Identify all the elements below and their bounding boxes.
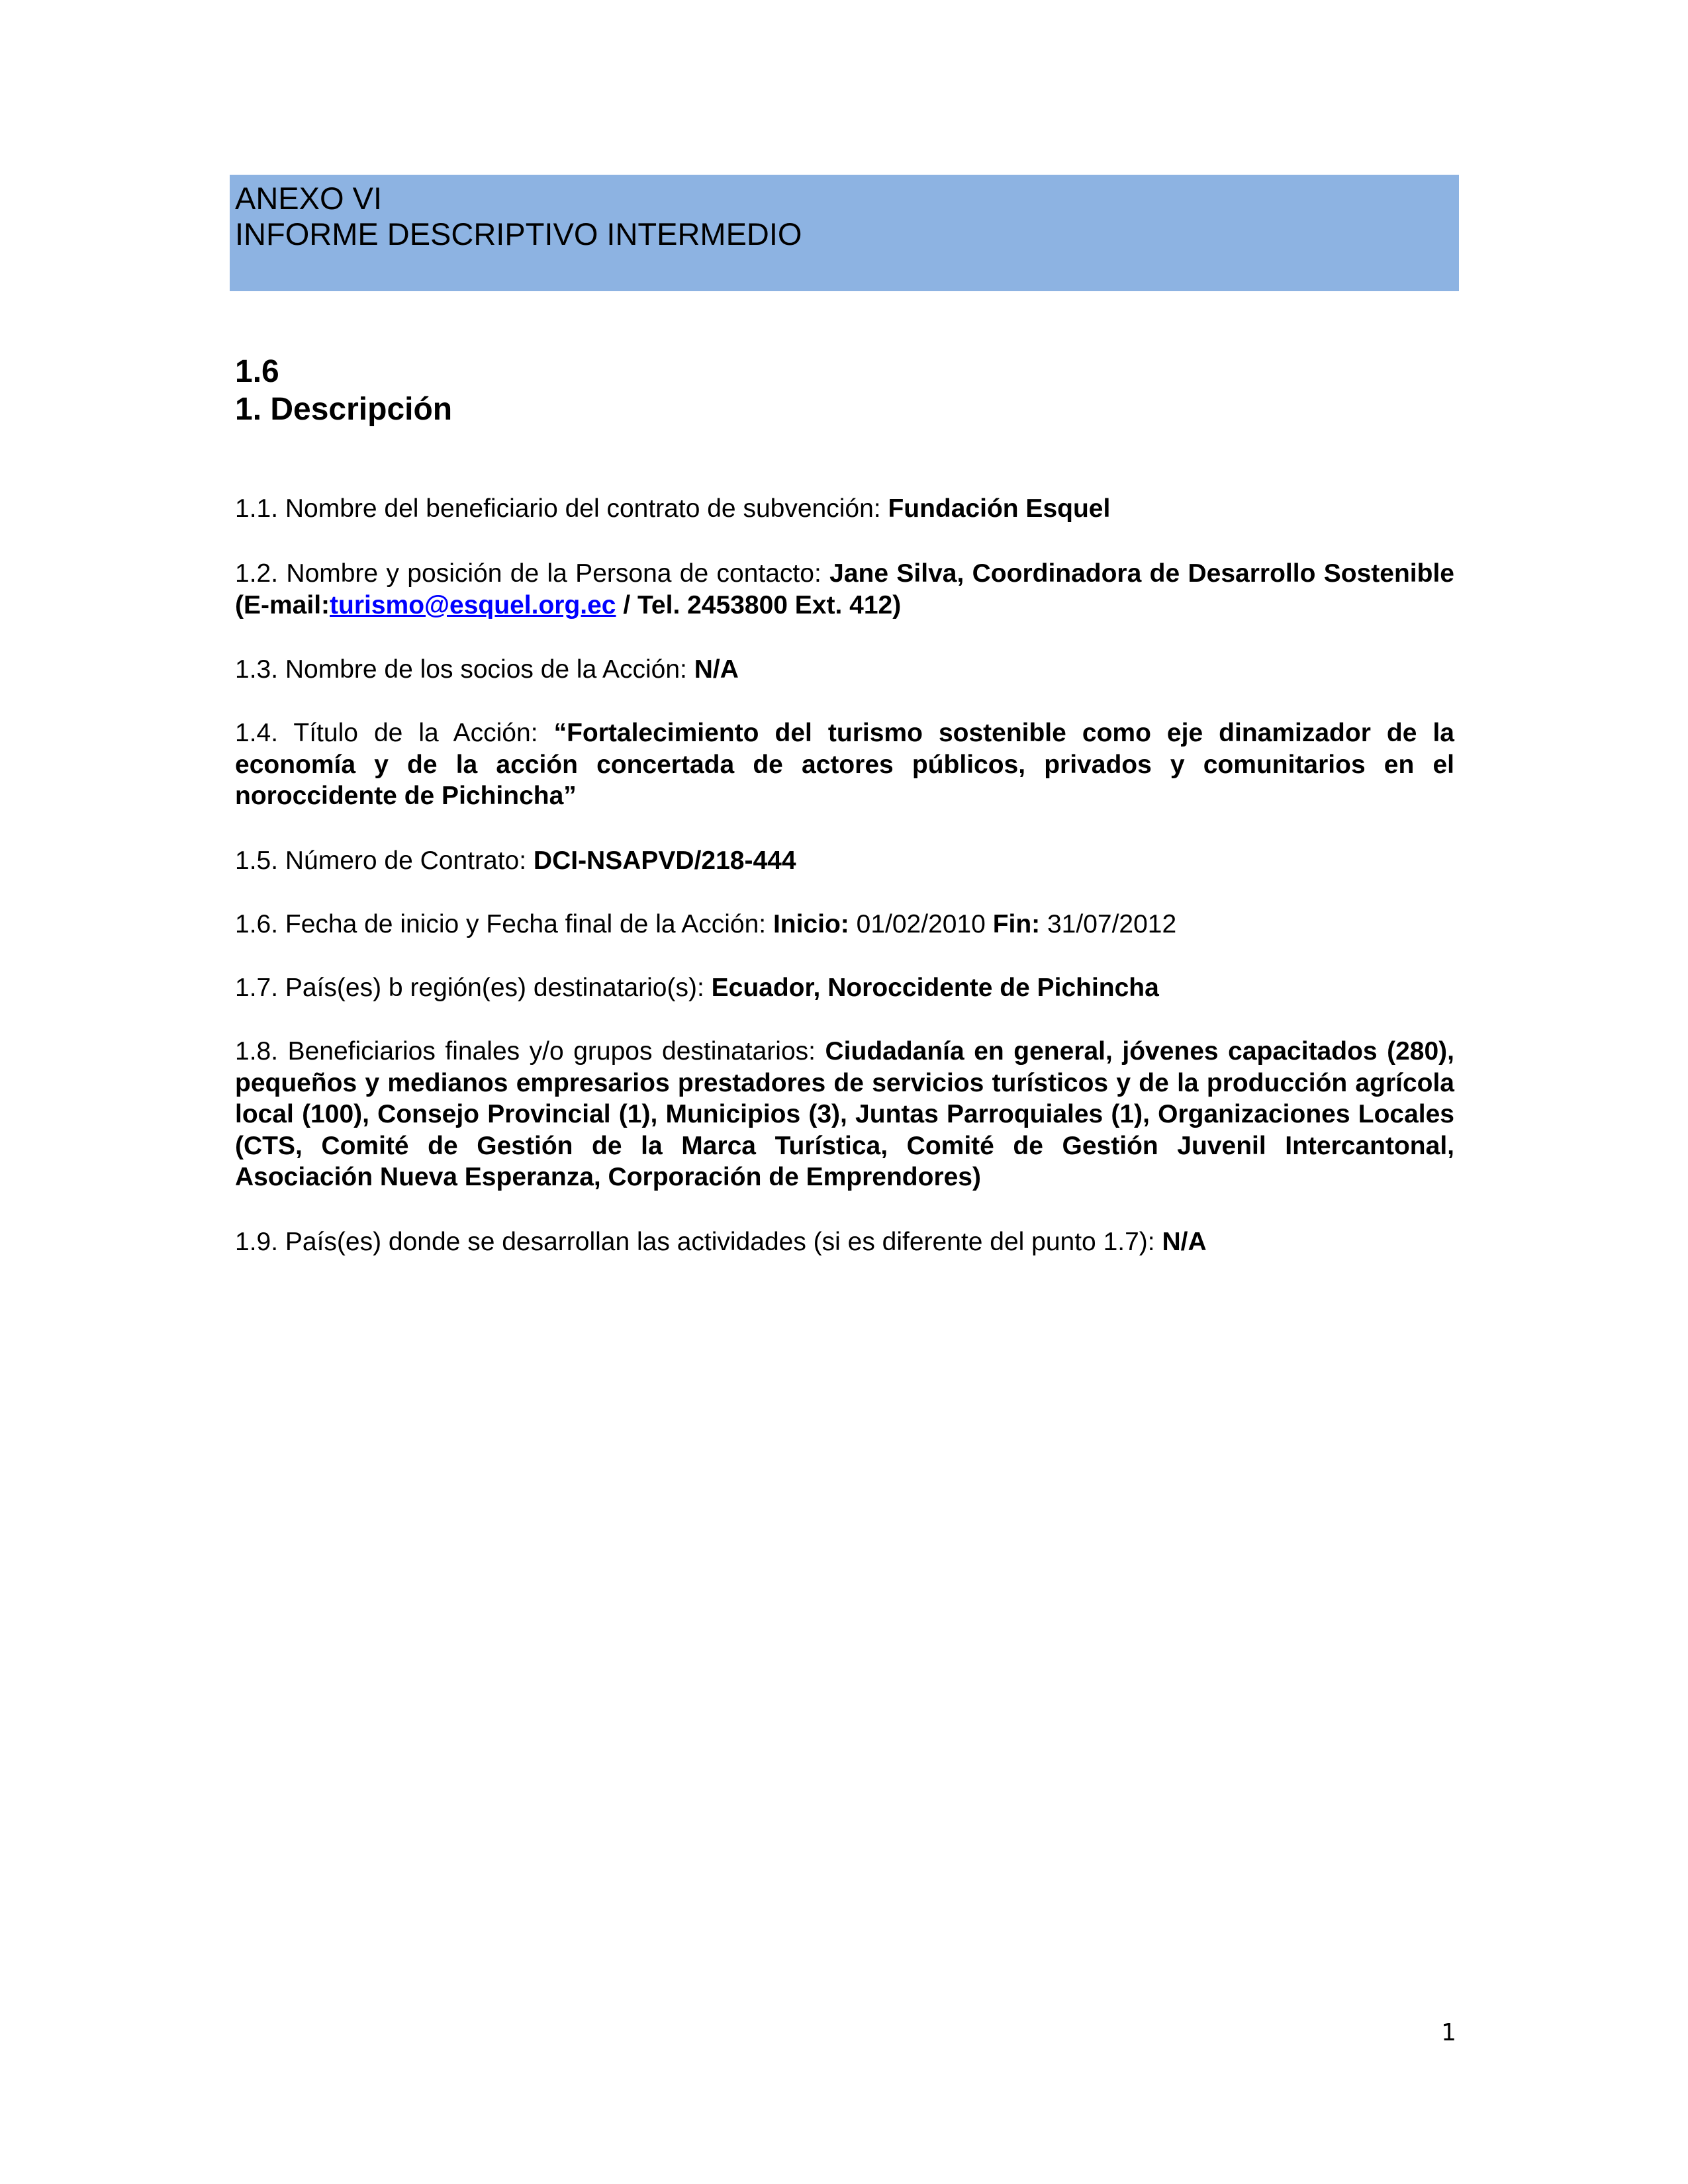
item-value-phone: / Tel. 2453800 Ext. 412) xyxy=(616,590,902,619)
item-label: 1.3. Nombre de los socios de la Acción: xyxy=(235,655,694,684)
email-link[interactable]: turismo@esquel.org.ec xyxy=(330,590,616,619)
item-label: 1.6. Fecha de inicio y Fecha final de la Acción: xyxy=(235,910,773,938)
item-value: N/A xyxy=(694,655,739,684)
item-value: N/A xyxy=(1162,1228,1207,1256)
item-contract-number xyxy=(235,845,1454,877)
item-label: 1.4. Título de la Acción: xyxy=(235,719,554,747)
item-value: Ciudadanía en general, jóvenes capacitados (280), pequeños y medianos empresarios prestadores de servicios turísticos y de la producción agrícola local (100), Consejo Provincial (1), Municipios (3), Juntas Parroquiales (1), Organizaciones Locales (CTS, Comité de Gestión de la Marca Turística, Comité de Gestión Juvenil Intercantonal, Asociación Nueva Esperanza, Corporación de Emprendores) xyxy=(235,1037,1454,1191)
section-number: 1.6 xyxy=(235,354,279,389)
item-value: Ecuador, Noroccidente de Pichincha xyxy=(711,974,1159,1002)
page-number: 1 xyxy=(1441,2019,1456,2046)
report-title: INFORME DESCRIPTIVO INTERMEDIO xyxy=(235,216,802,251)
item-target-region xyxy=(235,972,1454,1004)
item-final-beneficiaries xyxy=(235,1036,1454,1193)
item-value: Jane Silva, Coordinadora de Desarrollo Sostenible (E-mail: xyxy=(235,559,1454,619)
item-label: 1.1. Nombre del beneficiario del contrato de subvención: xyxy=(235,494,888,523)
start-label: Inicio: xyxy=(773,910,849,938)
item-label: 1.9. País(es) donde se desarrollan las actividades (si es diferente del punto 1.7): xyxy=(235,1228,1162,1256)
end-label: Fin: xyxy=(992,910,1041,938)
annex-header-box xyxy=(230,175,1459,291)
item-partners xyxy=(235,654,1454,686)
item-value: DCI-NSAPVD/218-444 xyxy=(533,846,796,875)
end-date: 31/07/2012 xyxy=(1040,910,1177,938)
item-contact-person xyxy=(235,558,1454,621)
item-label: 1.2. Nombre y posición de la Persona de contacto: xyxy=(235,559,830,588)
item-action-title xyxy=(235,717,1454,812)
item-value: “Fortalecimiento del turismo sostenible como eje dinamizador de la economía y de la acción concertada de actores públicos, privados y comunitarios en el noroccidente de Pichincha” xyxy=(235,719,1455,810)
annex-title: ANEXO VI xyxy=(235,181,383,216)
item-label: 1.5. Número de Contrato: xyxy=(235,846,534,875)
start-date: 01/02/2010 xyxy=(849,910,993,938)
item-beneficiary-name xyxy=(235,493,1454,525)
item-label: 1.8. Beneficiarios finales y/o grupos destinatarios: xyxy=(235,1037,825,1066)
item-label: 1.7. País(es) b región(es) destinatario(s): xyxy=(235,974,712,1002)
section-title: 1. Descripción xyxy=(235,392,453,427)
item-action-dates xyxy=(235,909,1454,940)
item-activity-countries xyxy=(235,1226,1454,1258)
item-value: Fundación Esquel xyxy=(888,494,1111,523)
